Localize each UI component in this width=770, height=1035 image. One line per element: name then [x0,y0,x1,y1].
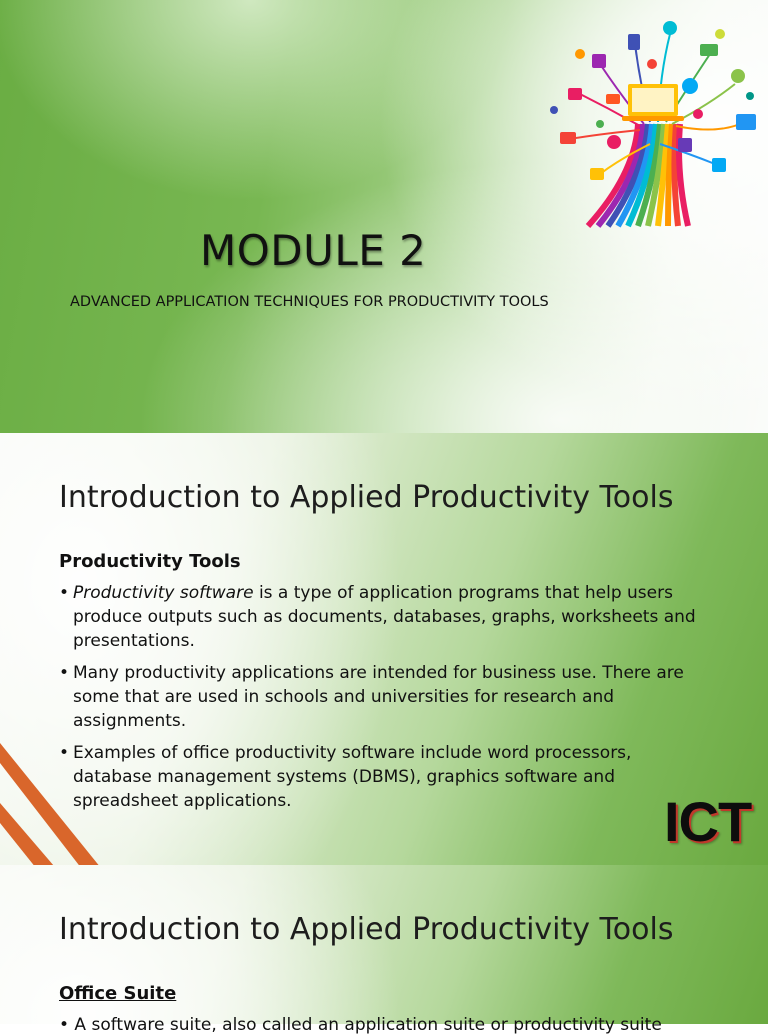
partial-bullet-text: • A software suite, also called an application suite or productivity suite [59,1015,662,1035]
title-slide [0,0,768,433]
section-label: Productivity Tools [59,551,241,572]
bullet-text: Many productivity applications are intended for business use. There are some that are used in schools and universities for research and assignments. [73,663,684,731]
slide-heading: Introduction to Applied Productivity Tools [59,912,674,947]
content-slide-office-suite [0,865,768,1035]
bullet-text: Examples of office productivity software include word processors, database management systems (DBMS), graphics software and spreadsheet applications. [73,743,632,811]
ict-logo: ICT [664,790,752,853]
bullet-item [59,661,699,733]
orange-stripes-icon [0,733,100,873]
slide-heading: Introduction to Applied Productivity Tools [59,480,674,515]
bullet-item [59,741,699,813]
module-subtitle: ADVANCED APPLICATION TECHNIQUES FOR PRODUCTIVITY TOOLS [70,294,549,310]
technology-tree-icon [540,14,770,229]
bullet-text: is a type of application programs that help users produce outputs such as documents, databases, graphs, worksheets and presentations. [73,583,696,651]
content-slide-productivity-tools [0,433,768,865]
bullet-item [59,581,699,653]
module-title: MODULE 2 [200,226,427,275]
section-label: Office Suite [59,983,177,1004]
bullet-list [59,581,699,821]
bullet-emphasis: Productivity software [73,583,254,603]
